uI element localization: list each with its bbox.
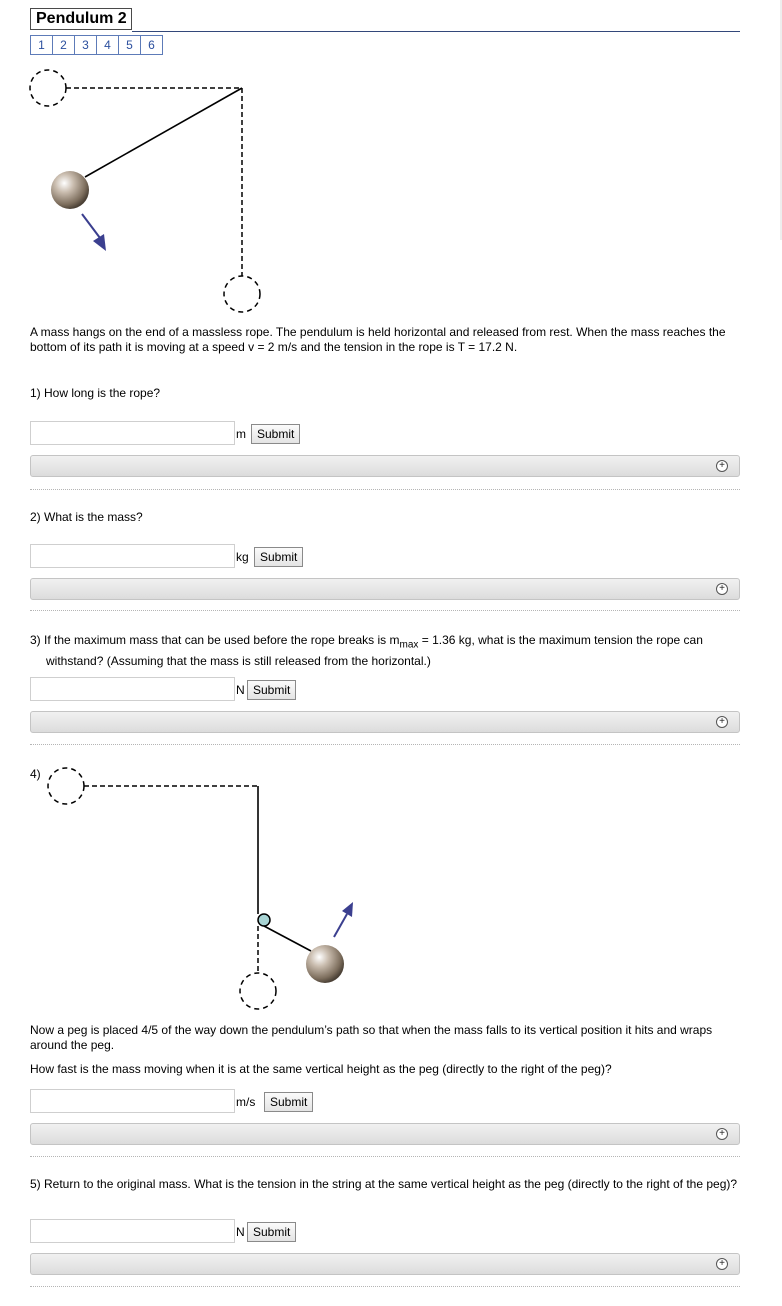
answer-1-unit: m: [236, 427, 246, 441]
question-4-text-1: Now a peg is placed 4/5 of the way down the pendulum’s path so that when the mass falls to its vertical position it hits and wraps around the peg.: [30, 1023, 713, 1052]
answer-2-input[interactable]: [30, 544, 235, 568]
submit-2-button[interactable]: Submit: [254, 547, 303, 567]
hint-5-panel[interactable]: [30, 1253, 740, 1275]
tab-6[interactable]: 6: [140, 35, 163, 55]
divider: [30, 610, 740, 611]
velocity-arrow: [334, 914, 347, 937]
question-1-text: 1) How long is the rope?: [30, 386, 161, 400]
submit-3-button[interactable]: Submit: [247, 680, 296, 700]
answer-1-input[interactable]: [30, 421, 235, 445]
plus-circle-icon[interactable]: +: [716, 1128, 728, 1140]
divider: [30, 744, 740, 745]
peg: [258, 914, 270, 926]
rope: [85, 88, 242, 177]
bottom-position-outline: [224, 276, 260, 312]
peg-pendulum-diagram: [0, 760, 400, 1015]
max-subscript: max: [399, 639, 419, 651]
start-position-outline: [48, 768, 84, 804]
start-position-outline: [30, 70, 66, 106]
tab-2[interactable]: 2: [52, 35, 75, 55]
divider: [30, 1156, 740, 1157]
plus-circle-icon[interactable]: +: [716, 716, 728, 728]
plus-circle-icon[interactable]: +: [716, 1258, 728, 1270]
answer-3-input[interactable]: [30, 677, 235, 701]
submit-4-button[interactable]: Submit: [264, 1092, 313, 1112]
question-3-text: [30, 632, 741, 670]
tab-5[interactable]: 5: [118, 35, 141, 55]
question-3-text-end: = 1.36 kg, what is the maximum tension the rope can withstand? (Assuming that the mass is still released from the horizontal.): [46, 633, 703, 669]
pendulum-mass: [51, 171, 89, 209]
answer-3-unit: N: [236, 683, 245, 697]
hint-2-panel[interactable]: [30, 578, 740, 600]
hint-4-panel[interactable]: [30, 1123, 740, 1145]
question-3-text-start: 3) If the maximum mass that can be used before the rope breaks is m: [30, 633, 400, 647]
pendulum-mass: [306, 945, 344, 983]
tab-4[interactable]: 4: [96, 35, 119, 55]
problem-statement: A mass hangs on the end of a massless rope. The pendulum is held horizontal and released from rest. When the mass reaches the bottom of its path it is moving at a speed v = 2 m/s and the tension in the rope is T = 17.2 N.: [30, 325, 726, 354]
answer-4-unit: m/s: [236, 1095, 256, 1109]
hint-1-panel[interactable]: [30, 455, 740, 477]
plus-circle-icon[interactable]: +: [716, 460, 728, 472]
bottom-position-outline: [240, 973, 276, 1009]
answer-2-unit: kg: [236, 550, 249, 564]
divider: [30, 489, 740, 490]
submit-5-button[interactable]: Submit: [247, 1222, 296, 1242]
answer-5-unit: N: [236, 1225, 245, 1239]
question-tabs: [30, 35, 162, 55]
rope-wrapped-segment: [264, 926, 311, 951]
plus-circle-icon[interactable]: +: [716, 583, 728, 595]
submit-1-button[interactable]: Submit: [251, 424, 300, 444]
question-4-text-2: How fast is the mass moving when it is at the same vertical height as the peg (directly to the right of the peg)?: [30, 1062, 612, 1076]
divider: [30, 1286, 740, 1287]
tab-1[interactable]: 1: [30, 35, 53, 55]
question-4-label: 4): [30, 767, 41, 781]
hint-3-panel[interactable]: [30, 711, 740, 733]
pendulum-diagram: [0, 60, 300, 320]
answer-4-input[interactable]: [30, 1089, 235, 1113]
page-title: Pendulum 2: [30, 8, 132, 30]
answer-5-input[interactable]: [30, 1219, 235, 1243]
velocity-arrow: [82, 214, 100, 238]
question-2-text: 2) What is the mass?: [30, 510, 143, 524]
tab-3[interactable]: 3: [74, 35, 97, 55]
question-5-text: 5) Return to the original mass. What is the tension in the string at the same vertical height as the peg (directly to the right of the peg)?: [30, 1177, 738, 1191]
title-divider: [132, 31, 740, 32]
